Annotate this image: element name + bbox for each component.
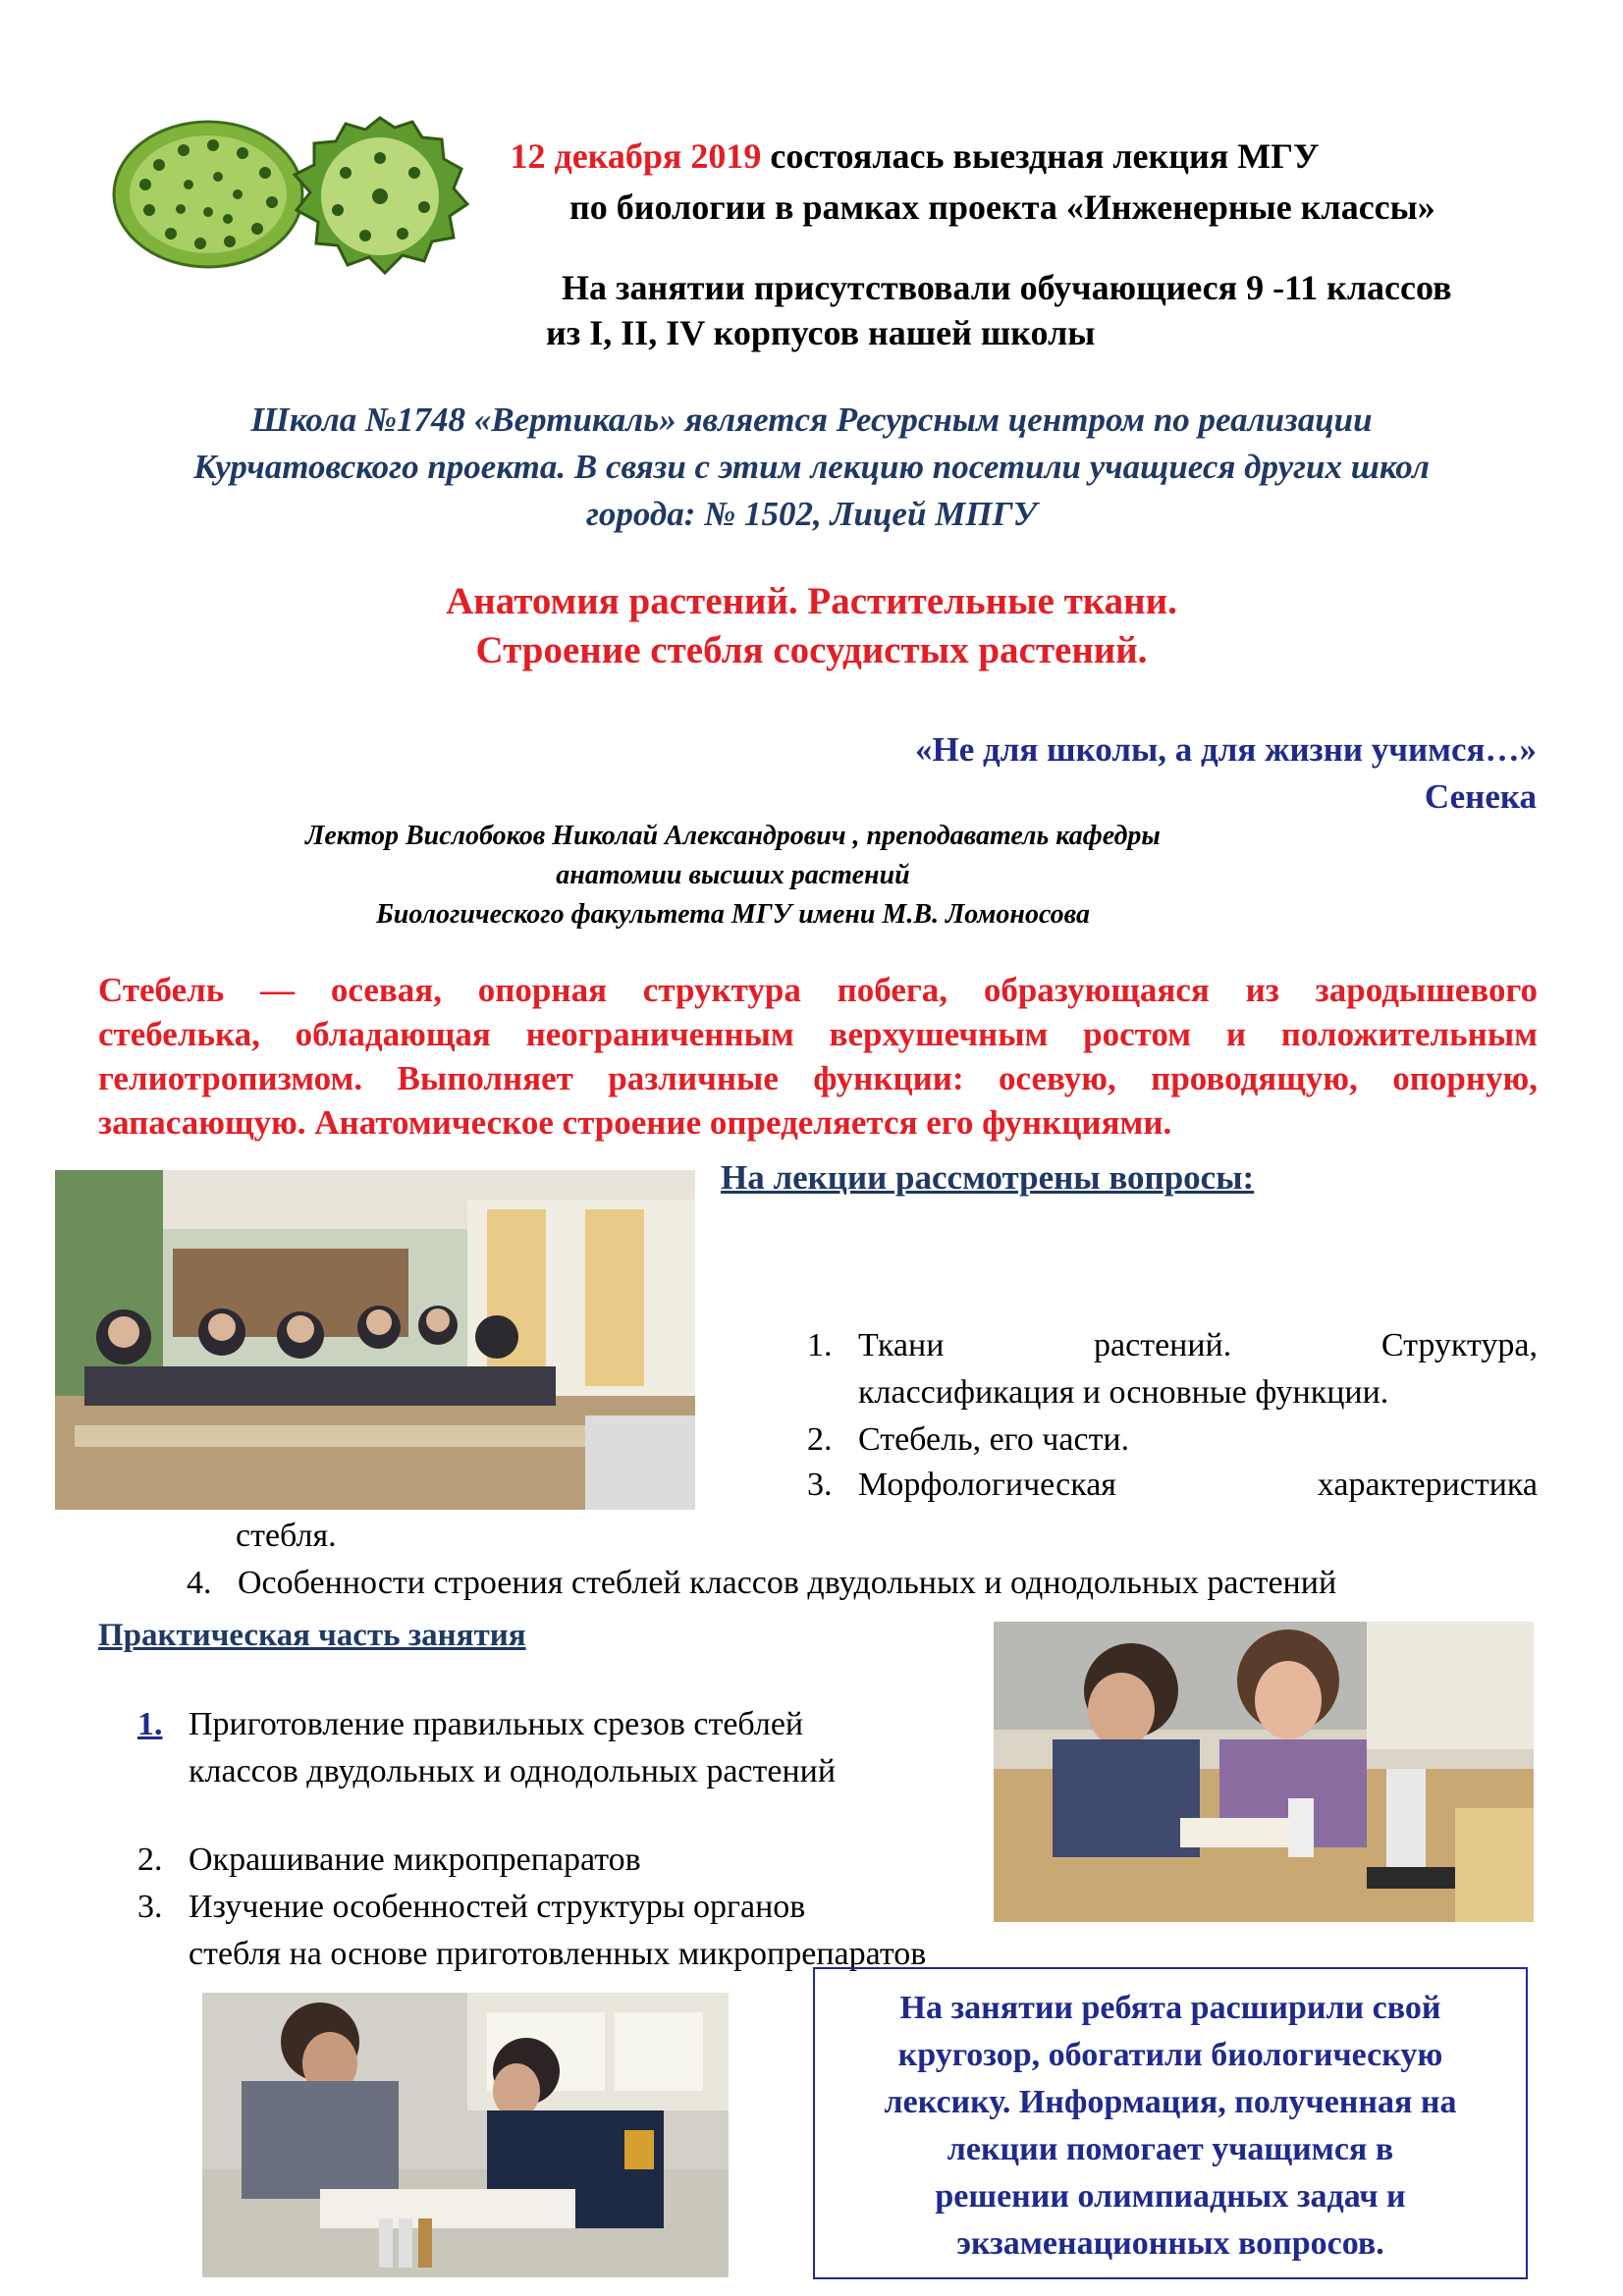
practice-list: 1. Приготовление правильных срезов стеблей классов двудольных и однодольных растений 2. Окрашивание микропрепаратов 3. Изучение особенностей структуры органов стебля на основе приготовленных микропрепаратов [137, 1706, 927, 1972]
lecture-topic: Анатомия растений. Растительные ткани. Строение стебля сосудистых растений. [446, 580, 1177, 671]
quote-author: Сенека [1424, 777, 1537, 816]
summary-box: На занятии ребята расширили свой кругозор, обогатили биологическую лексику. Информация, полученная на лекции помогает учащимся в решении олимпиадных задач и экзаменационных вопросов. [813, 1967, 1528, 2279]
questions-heading: На лекции рассмотрены вопросы: [721, 1158, 1255, 1197]
quote-block [915, 726, 1537, 821]
practice-heading: Практическая часть занятия [98, 1618, 526, 1653]
lecturer-info: Лектор Вислобоков Николай Александрович , преподаватель кафедры анатомии высших растений Биологического факультета МГУ имени М.В. Ломоносова [305, 821, 1161, 930]
questions-list: 1. Ткани растений. Структура, классификация и основные функции. 2. Стебель, его части. 3. Морфологическая характеристика стебля. 4. Особенности строения стеблей классов двудольных и однодольных растений [187, 1327, 1538, 1601]
microscope-photo [994, 1622, 1534, 1922]
event-date: 12 декабря 2019 [510, 136, 762, 176]
header-line-2: по биологии в рамках проекта «Инженерные классы» [569, 187, 1435, 227]
lab-photo [202, 1993, 729, 2277]
quote-text: «Не для школы, а для жизни учимся…» [915, 730, 1537, 769]
resource-center-text: Школа №1748 «Вертикаль» является Ресурсным центром по реализации Курчатовского проекта. В связи с этим лекцию посетили учащиеся других школ города: № 1502, Лицей МПГУ [193, 400, 1430, 533]
classroom-photo [55, 1170, 695, 1510]
header-line-1: 12 декабря 2019 состоялась выездная лекция МГУ [510, 136, 1320, 176]
header-line-4: из I, II, IV корпусов нашей школы [546, 313, 1096, 352]
header-line-3: На занятии присутствовали обучающиеся 9 -11 классов [562, 268, 1452, 307]
stem-definition: Стебель — осевая, опорная структура побега, образующаяся из зародышевого стебелька, обладающая неограниченным верхушечным ростом и положительным гелиотропизмом. Выполняет различные функции: осевую, проводящую, опорную, запасающую. Анатомическое строение определяется его функциями. [98, 971, 1538, 1142]
